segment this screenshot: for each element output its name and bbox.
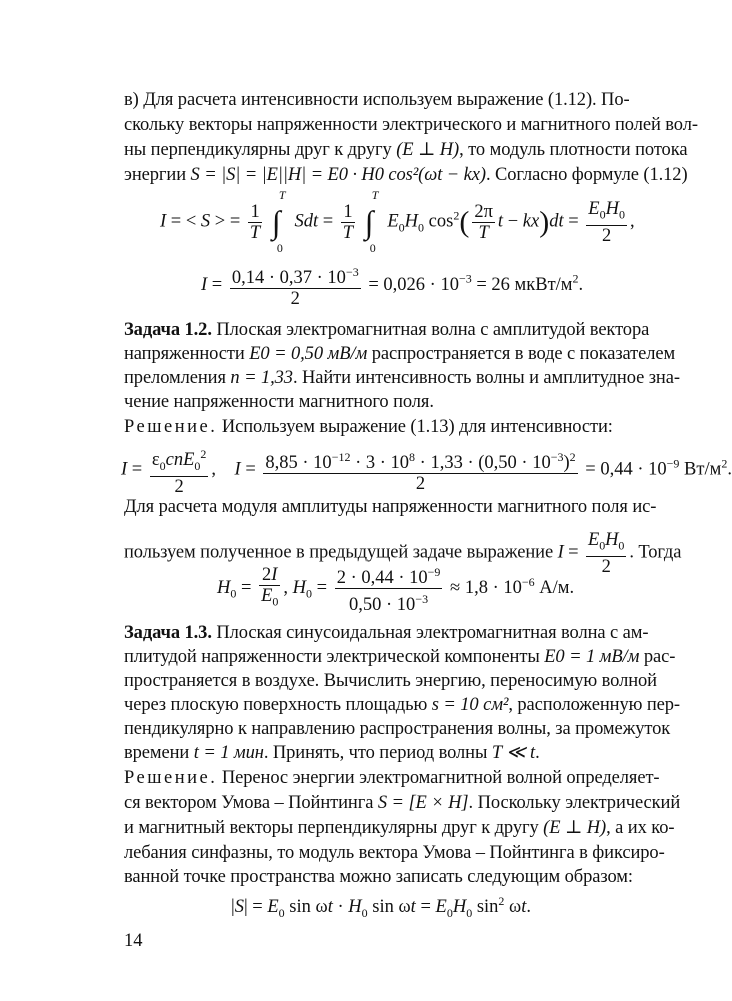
task-1-3-solution-line-5: ванной точке пространства можно записать следующим образом: bbox=[124, 867, 633, 887]
task-1-3-solution-line-3: и магнитный векторы перпендикулярны друг к другу (E ⊥ H), а их ко- bbox=[124, 818, 675, 838]
equation-intensity-water: I = $\frac{\varepsilon_0cnE_0^2}{2}$ , I = $\frac{8,85 \cdot 10^{-12} \cdot 3 \cdot 10^8 \cdot 1,33 \cdot (0,50 \cdot 10^{-3})^2}{2}$ = $0,44 \cdot 10^{-9}$ $Вт/м^2$. bbox=[121, 444, 732, 497]
solution-label: Решение. bbox=[124, 417, 218, 437]
equation-intensity-numeric: I = $\frac{0,14 \cdot 0,37 \cdot 10^{-3}}{2}$ = $0,026 \cdot 10^{-3} = 26$ мкВт/$м^2$. bbox=[201, 262, 583, 309]
task-1-3-line-1: Задача 1.3. Плоская синусоидальная электромагнитная волна с ам- bbox=[124, 623, 649, 643]
task-1-3-line-5: пендикулярно к направлению распространения волны, за промежуток bbox=[124, 719, 671, 739]
task-1-2-line-3: преломления n = 1,33. Найти интенсивность волны и амплитудное зна- bbox=[124, 368, 680, 388]
task-1-3-title: Задача 1.3. bbox=[124, 623, 212, 643]
para-v-line-4: энергии S = |S| = |E||H| = E0 · H0 cos²(ωt − kx). Согласно формуле (1.12) bbox=[124, 165, 688, 185]
para-v-line-2: скольку векторы напряженности электрического и магнитного полей вол- bbox=[124, 115, 698, 135]
para-v-line-3: ны перпендикулярны друг к другу (E ⊥ H), то модуль плотности потока bbox=[124, 140, 688, 160]
perp-formula: (E ⊥ H) bbox=[396, 140, 460, 160]
task-1-3-line-3: пространяется в воздухе. Вычислить энергию, переносимую волной bbox=[124, 671, 657, 691]
page-number: 14 bbox=[124, 931, 143, 951]
task-1-3-line-2: плитудой напряженности электрической компоненты E0 = 1 мВ/м рас- bbox=[124, 647, 676, 667]
task-1-3-line-4: через плоскую поверхность площадью s = 10 см², расположенную пер- bbox=[124, 695, 680, 715]
task-1-2-title: Задача 1.2. bbox=[124, 320, 212, 340]
task-1-3-solution-line-4: лебания синфазны, то модуль вектора Умова – Пойнтинга в фиксиро- bbox=[124, 843, 665, 863]
task-1-2-solution: Решение. Используем выражение (1.13) для интенсивности: bbox=[124, 417, 613, 437]
solution-label-2: Решение. bbox=[124, 768, 218, 788]
task-1-3-line-6: времени t = 1 мин. Принять, что период волны T ≪ t. bbox=[124, 743, 540, 763]
task-1-2-line-4: чение напряженности магнитного поля. bbox=[124, 392, 434, 412]
para-h-line-1: Для расчета модуля амплитуды напряженности магнитного поля ис- bbox=[124, 497, 657, 517]
poynting-modulus-formula: S = |S| = |E||H| = E0 · H0 cos²(ωt − kx) bbox=[190, 165, 486, 185]
task-1-3-solution-line-1: Решение. Перенос энергии электромагнитной волной определяет- bbox=[124, 768, 660, 788]
equation-intensity-integral: I = < S > = $\frac{1}{T}$ ∫ T 0 Sdt = $\frac{1}{T}$ ∫ T 0 $E_0H_0$ $\cos^2$( $\frac{2\pi}{T}$ t − kx)dt = $\frac{E_0H_0}{2}$ , bbox=[160, 188, 635, 256]
task-1-2-line-1: Задача 1.2. Плоская электромагнитная волна с амплитудой вектора bbox=[124, 320, 650, 340]
para-v-line-1: в) Для расчета интенсивности используем выражение (1.12). По- bbox=[124, 90, 630, 110]
equation-magnetic-amplitude: $H_0$ = $\frac{2I}{E_0}$ , $H_0$ = $\frac{2 \cdot 0,44 \cdot 10^{-9}}{0,50 \cdot 10^{-3}}$ ≈ $1,8 \cdot 10^{-6}$ А/м. bbox=[217, 562, 574, 615]
task-1-3-solution-line-2: ся вектором Умова – Пойнтинга S = [E × H]. Поскольку электрический bbox=[124, 793, 681, 813]
equation-poynting-modulus: $|S| = E_0$ $\sin \omega t \cdot H_0$ $\sin \omega t = E_0H_0$ $\sin^2 \omega t$. bbox=[231, 894, 531, 920]
para-h-line-2: пользуем полученное в предыдущей задаче выражение I = $\frac{E_0H_0}{2}$ . Тогда bbox=[124, 530, 682, 577]
task-1-2-line-2: напряженности E0 = 0,50 мВ/м распространяется в воде с показателем bbox=[124, 344, 676, 364]
